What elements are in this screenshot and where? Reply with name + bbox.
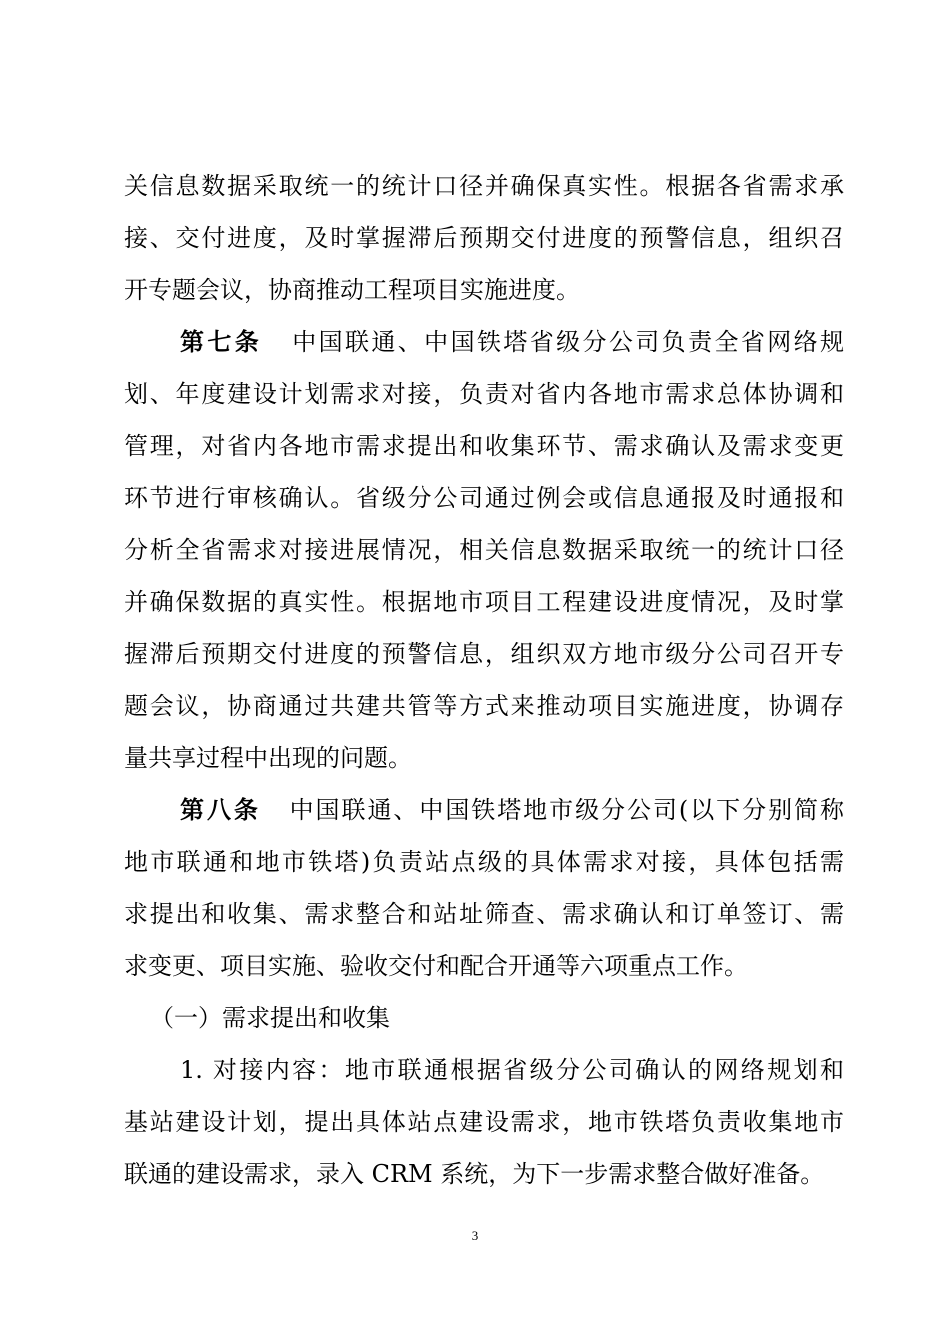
- body-line-19: 基站建设计划，提出具体站点建设需求，地市铁塔负责收集地市: [124, 1108, 844, 1136]
- article-8-heading: 第八条: [180, 796, 261, 824]
- article-7-heading: 第七条: [180, 328, 263, 356]
- body-line-10: 握滞后预期交付进度的预警信息，组织双方地市级分公司召开专: [124, 640, 844, 668]
- body-line-1: 关信息数据采取统一的统计口径并确保真实性。根据各省需求承: [124, 172, 844, 200]
- section-heading-1: （一）需求提出和收集: [150, 1004, 390, 1032]
- article-7-first-line: [180, 322, 844, 362]
- body-line-15: 求提出和收集、需求整合和站址筛查、需求确认和订单签订、需: [124, 900, 844, 928]
- body-line-6: 管理，对省内各地市需求提出和收集环节、需求确认及需求变更: [124, 432, 844, 460]
- body-line-2: 接、交付进度，及时掌握滞后预期交付进度的预警信息，组织召: [124, 224, 844, 252]
- body-line-8: 分析全省需求对接进展情况，相关信息数据采取统一的统计口径: [124, 536, 844, 564]
- item-1-first-line: 1. 对接内容：地市联通根据省级分公司确认的网络规划和: [180, 1056, 844, 1084]
- body-line-12: 量共享过程中出现的问题。: [124, 744, 412, 772]
- body-line-3: 开专题会议，协商推动工程项目实施进度。: [124, 276, 580, 304]
- article-8-text: 中国联通、中国铁塔地市级分公司(以下分别简称: [289, 796, 844, 824]
- body-line-14: 地市联通和地市铁塔)负责站点级的具体需求对接，具体包括需: [124, 848, 844, 876]
- article-8-first-line: [180, 790, 844, 830]
- page-number: 3: [471, 1228, 479, 1243]
- article-7-text: 中国联通、中国铁塔省级分公司负责全省网络规: [292, 328, 845, 356]
- body-line-16: 求变更、项目实施、验收交付和配合开通等六项重点工作。: [124, 952, 748, 980]
- body-line-7: 环节进行审核确认。省级分公司通过例会或信息通报及时通报和: [124, 484, 844, 512]
- body-line-5: 划、年度建设计划需求对接，负责对省内各地市需求总体协调和: [124, 380, 844, 408]
- body-line-20: 联通的建设需求，录入 CRM 系统，为下一步需求整合做好准备。: [124, 1160, 825, 1188]
- body-line-11: 题会议，协商通过共建共管等方式来推动项目实施进度，协调存: [124, 692, 844, 720]
- body-line-9: 并确保数据的真实性。根据地市项目工程建设进度情况，及时掌: [124, 588, 844, 616]
